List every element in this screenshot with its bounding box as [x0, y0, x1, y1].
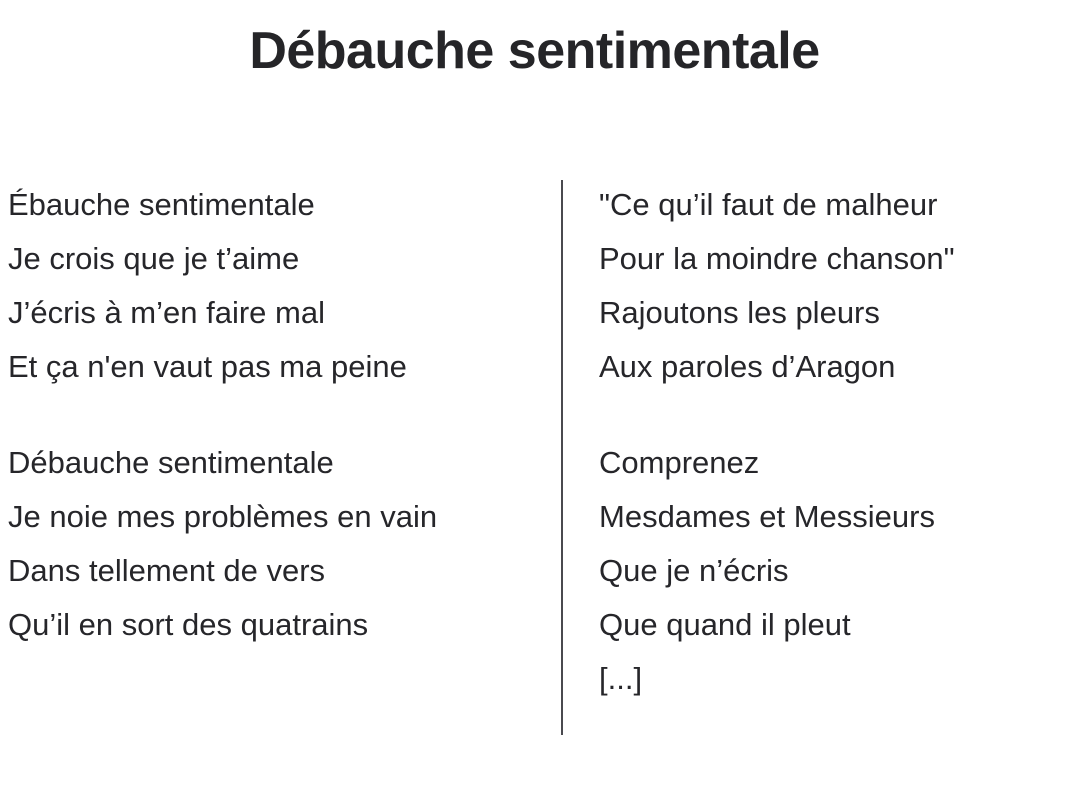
lyric-line: Ébauche sentimentale [8, 187, 315, 222]
lyric-line: Rajoutons les pleurs [599, 295, 880, 330]
right-column [557, 178, 1069, 706]
lyric-line: "Ce qu’il faut de malheur [599, 187, 938, 222]
lyric-line: Mesdames et Messieurs [599, 499, 935, 534]
lyric-line: Qu’il en sort des quatrains [8, 607, 369, 642]
stanza [599, 178, 1059, 394]
lyric-line: Débauche sentimentale [8, 445, 334, 480]
lyric-line-ellipsis: [...] [599, 661, 643, 696]
lyric-line: Que je n’écris [599, 553, 789, 588]
lyric-line: J’écris à m’en faire mal [8, 295, 325, 330]
lyric-line: Comprenez [599, 445, 760, 480]
lyric-line: Dans tellement de vers [8, 553, 326, 588]
lyric-line: Pour la moindre chanson" [599, 241, 955, 276]
page-title: Débauche sentimentale [249, 22, 820, 80]
lyrics-columns [0, 178, 1069, 706]
lyric-line: Je crois que je t’aime [8, 241, 300, 276]
left-column [0, 178, 557, 652]
stanza [599, 436, 1059, 706]
lyric-line: Je noie mes problèmes en vain [8, 499, 438, 534]
stanza [8, 436, 537, 652]
stanza [8, 178, 537, 394]
lyric-line: Et ça n'en vaut pas ma peine [8, 349, 407, 384]
lyric-line: Aux paroles d’Aragon [599, 349, 896, 384]
lyric-line: Que quand il pleut [599, 607, 851, 642]
